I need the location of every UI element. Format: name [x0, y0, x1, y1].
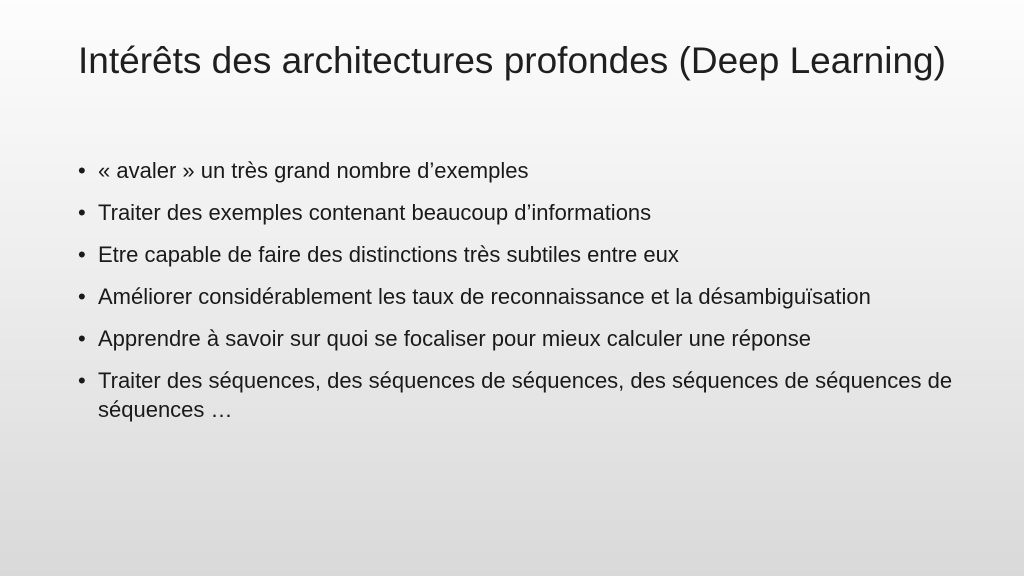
bullet-item [78, 198, 958, 227]
bullet-text: Etre capable de faire des distinctions très subtiles entre eux [98, 242, 679, 267]
bullet-icon: • [78, 242, 86, 267]
bullet-icon: • [78, 368, 86, 393]
bullet-item [78, 324, 958, 353]
bullet-icon: • [78, 200, 86, 225]
slide-title: Intérêts des architectures profondes (Deep Learning) [78, 40, 946, 81]
bullet-item [78, 240, 958, 269]
bullet-item [78, 366, 958, 424]
bullet-list [78, 156, 958, 437]
bullet-text: Apprendre à savoir sur quoi se focaliser pour mieux calculer une réponse [98, 326, 811, 351]
bullet-item [78, 282, 958, 311]
bullet-text: Traiter des exemples contenant beaucoup d’informations [98, 200, 652, 225]
bullet-text: Traiter des séquences, des séquences de séquences, des séquences de séquences de séquences … [98, 368, 953, 422]
bullet-text: « avaler » un très grand nombre d’exemples [98, 158, 529, 183]
bullet-icon: • [78, 326, 86, 351]
bullet-icon: • [78, 158, 86, 183]
bullet-icon: • [78, 284, 86, 309]
bullet-item [78, 156, 958, 185]
bullet-text: Améliorer considérablement les taux de reconnaissance et la désambiguïsation [98, 284, 871, 309]
